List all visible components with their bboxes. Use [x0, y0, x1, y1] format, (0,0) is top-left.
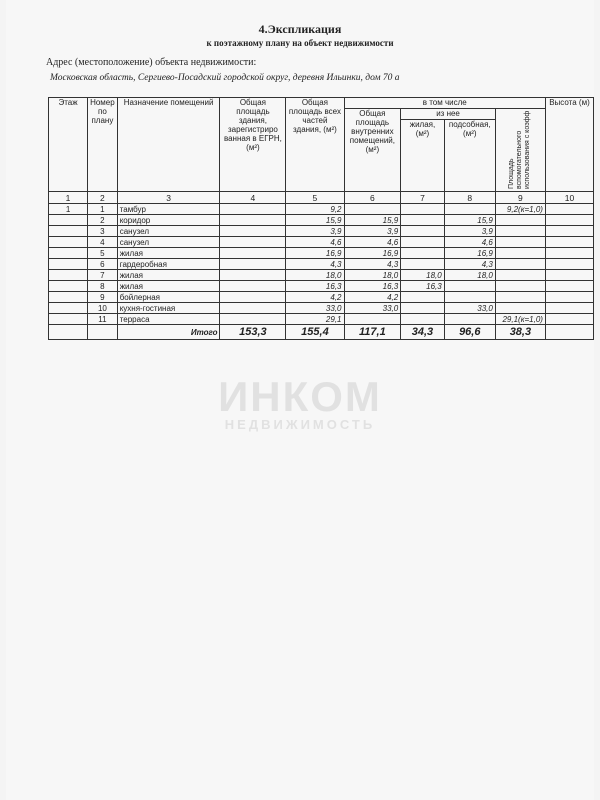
auxuse-area-cell: 9,2(к=1,0)	[495, 204, 545, 215]
total-area-cell: 33,0	[286, 303, 344, 314]
reg-area-cell	[220, 215, 286, 226]
auxuse-area-cell: 29,1(к=1,0)	[495, 314, 545, 325]
empty-cell	[545, 325, 593, 340]
internal-area-cell: 16,9	[344, 248, 401, 259]
height-cell	[545, 237, 593, 248]
col-number: 9	[495, 192, 545, 204]
total-area-cell: 3,9	[286, 226, 344, 237]
header-purpose: Назначение помещений	[117, 98, 220, 192]
room-number-cell: 2	[88, 215, 118, 226]
height-cell	[545, 270, 593, 281]
internal-area-cell: 4,2	[344, 292, 401, 303]
living-area-cell: 18,0	[401, 270, 444, 281]
auxuse-area-cell	[495, 292, 545, 303]
aux-area-cell	[444, 314, 495, 325]
height-cell	[545, 281, 593, 292]
table-row	[49, 248, 594, 259]
internal-area-cell	[344, 314, 401, 325]
floor-cell	[49, 270, 88, 281]
living-area-cell	[401, 292, 444, 303]
auxuse-area-cell	[495, 303, 545, 314]
auxuse-area-cell	[495, 215, 545, 226]
floor-cell	[49, 259, 88, 270]
address-value: Московская область, Сергиево-Посадский городской округ, деревня Ильинки, дом 70 а	[50, 73, 400, 83]
watermark-subtitle: НЕДВИЖИМОСТЬ	[224, 417, 376, 432]
aux-area-cell	[444, 292, 495, 303]
col-number: 3	[117, 192, 220, 204]
header-incl: в том числе	[344, 98, 545, 109]
address-label: Адрес (местоположение) объекта недвижимости:	[46, 57, 257, 68]
header-of-which: из нее	[401, 109, 496, 120]
room-name-cell: тамбур	[117, 204, 220, 215]
table-row	[49, 237, 594, 248]
living-area-cell	[401, 303, 444, 314]
internal-area-cell: 33,0	[344, 303, 401, 314]
watermark-logo: ИНКОМ	[218, 373, 382, 420]
aux-area-cell	[444, 204, 495, 215]
room-number-cell: 3	[88, 226, 118, 237]
header-height: Высота (м)	[545, 98, 593, 192]
floor-cell	[49, 226, 88, 237]
header-living: жилая, (м²)	[401, 120, 444, 192]
col-number: 8	[444, 192, 495, 204]
total-living-area: 34,3	[401, 325, 444, 340]
room-number-cell: 5	[88, 248, 118, 259]
room-name-cell: терраса	[117, 314, 220, 325]
total-area-cell: 18,0	[286, 270, 344, 281]
header-aux: подсобная, (м²)	[444, 120, 495, 192]
height-cell	[545, 314, 593, 325]
internal-area-cell: 16,3	[344, 281, 401, 292]
header-total-area: Общая площадь всех частей здания, (м²)	[286, 98, 344, 192]
col-number: 4	[220, 192, 286, 204]
reg-area-cell	[220, 281, 286, 292]
table-row	[49, 270, 594, 281]
total-area-cell: 15,9	[286, 215, 344, 226]
reg-area-cell	[220, 204, 286, 215]
header-internal: Общая площадь внутренних помещений, (м²)	[344, 109, 401, 192]
room-number-cell: 1	[88, 204, 118, 215]
doc-subtitle: к поэтажному плану на объект недвижимости	[206, 38, 394, 48]
empty-cell	[88, 325, 118, 340]
table-row	[49, 259, 594, 270]
header-room-no: Номер по плану	[88, 98, 118, 192]
col-number: 7	[401, 192, 444, 204]
aux-area-cell: 33,0	[444, 303, 495, 314]
auxuse-area-cell	[495, 270, 545, 281]
room-number-cell: 7	[88, 270, 118, 281]
height-cell	[545, 204, 593, 215]
floor-cell	[49, 292, 88, 303]
living-area-cell	[401, 226, 444, 237]
col-number: 6	[344, 192, 401, 204]
doc-title: 4.Экспликация	[258, 22, 342, 36]
header-floor: Этаж	[49, 98, 88, 192]
totals-row	[49, 325, 594, 340]
internal-area-cell: 3,9	[344, 226, 401, 237]
reg-area-cell	[220, 248, 286, 259]
reg-area-cell	[220, 314, 286, 325]
room-name-cell: бойлерная	[117, 292, 220, 303]
reg-area-cell	[220, 259, 286, 270]
internal-area-cell: 4,3	[344, 259, 401, 270]
aux-area-cell: 16,9	[444, 248, 495, 259]
auxuse-area-cell	[495, 259, 545, 270]
auxuse-area-cell	[495, 281, 545, 292]
room-number-cell: 11	[88, 314, 118, 325]
column-numbers-row	[49, 192, 594, 204]
room-number-cell: 9	[88, 292, 118, 303]
auxuse-area-cell	[495, 237, 545, 248]
col-number: 2	[88, 192, 118, 204]
floor-cell	[49, 215, 88, 226]
floor-cell	[49, 281, 88, 292]
room-name-cell: санузел	[117, 226, 220, 237]
height-cell	[545, 215, 593, 226]
table-row	[49, 303, 594, 314]
room-number-cell: 6	[88, 259, 118, 270]
total-area-cell: 9,2	[286, 204, 344, 215]
explication-table	[48, 97, 594, 340]
floor-cell	[49, 303, 88, 314]
header-auxuse-cell	[495, 109, 545, 192]
room-name-cell: санузел	[117, 237, 220, 248]
room-name-cell: жилая	[117, 281, 220, 292]
internal-area-cell: 18,0	[344, 270, 401, 281]
room-name-cell: жилая	[117, 248, 220, 259]
table-row	[49, 226, 594, 237]
floor-cell	[49, 314, 88, 325]
total-area-cell: 29,1	[286, 314, 344, 325]
aux-area-cell: 3,9	[444, 226, 495, 237]
table-row	[49, 215, 594, 226]
total-area-cell: 4,6	[286, 237, 344, 248]
room-number-cell: 8	[88, 281, 118, 292]
height-cell	[545, 259, 593, 270]
room-name-cell: жилая	[117, 270, 220, 281]
room-name-cell: кухня-гостиная	[117, 303, 220, 314]
total-internal-area: 117,1	[344, 325, 401, 340]
room-name-cell: гардеробная	[117, 259, 220, 270]
reg-area-cell	[220, 237, 286, 248]
col-number: 10	[545, 192, 593, 204]
totals-label: Итого	[117, 325, 220, 340]
height-cell	[545, 303, 593, 314]
aux-area-cell: 15,9	[444, 215, 495, 226]
living-area-cell	[401, 204, 444, 215]
internal-area-cell: 4,6	[344, 237, 401, 248]
living-area-cell	[401, 237, 444, 248]
aux-area-cell	[444, 281, 495, 292]
height-cell	[545, 248, 593, 259]
total-area-cell: 4,3	[286, 259, 344, 270]
floor-cell	[49, 237, 88, 248]
internal-area-cell	[344, 204, 401, 215]
total-auxuse-area: 38,3	[495, 325, 545, 340]
col-number: 1	[49, 192, 88, 204]
auxuse-area-cell	[495, 248, 545, 259]
table-row	[49, 204, 594, 215]
header-reg-area: Общая площадь здания, зарегистриро ванная в ЕГРН, (м²)	[220, 98, 286, 192]
reg-area-cell	[220, 292, 286, 303]
total-reg-area: 153,3	[220, 325, 286, 340]
aux-area-cell: 4,6	[444, 237, 495, 248]
living-area-cell	[401, 259, 444, 270]
total-area-cell: 4,2	[286, 292, 344, 303]
header-auxuse: Площадь вспомогательного использования с коэфф	[508, 110, 532, 189]
floor-cell	[49, 248, 88, 259]
table-row	[49, 281, 594, 292]
reg-area-cell	[220, 303, 286, 314]
room-number-cell: 10	[88, 303, 118, 314]
table-row	[49, 292, 594, 303]
living-area-cell	[401, 248, 444, 259]
document-page	[6, 0, 594, 800]
reg-area-cell	[220, 226, 286, 237]
empty-cell	[49, 325, 88, 340]
total-aux-area: 96,6	[444, 325, 495, 340]
auxuse-area-cell	[495, 226, 545, 237]
floor-cell: 1	[49, 204, 88, 215]
room-number-cell: 4	[88, 237, 118, 248]
total-area-cell: 16,9	[286, 248, 344, 259]
total-area-cell: 16,3	[286, 281, 344, 292]
living-area-cell	[401, 314, 444, 325]
aux-area-cell: 18,0	[444, 270, 495, 281]
reg-area-cell	[220, 270, 286, 281]
height-cell	[545, 292, 593, 303]
living-area-cell	[401, 215, 444, 226]
living-area-cell: 16,3	[401, 281, 444, 292]
total-total-area: 155,4	[286, 325, 344, 340]
room-name-cell: коридор	[117, 215, 220, 226]
table-row	[49, 314, 594, 325]
aux-area-cell: 4,3	[444, 259, 495, 270]
internal-area-cell: 15,9	[344, 215, 401, 226]
col-number: 5	[286, 192, 344, 204]
height-cell	[545, 226, 593, 237]
